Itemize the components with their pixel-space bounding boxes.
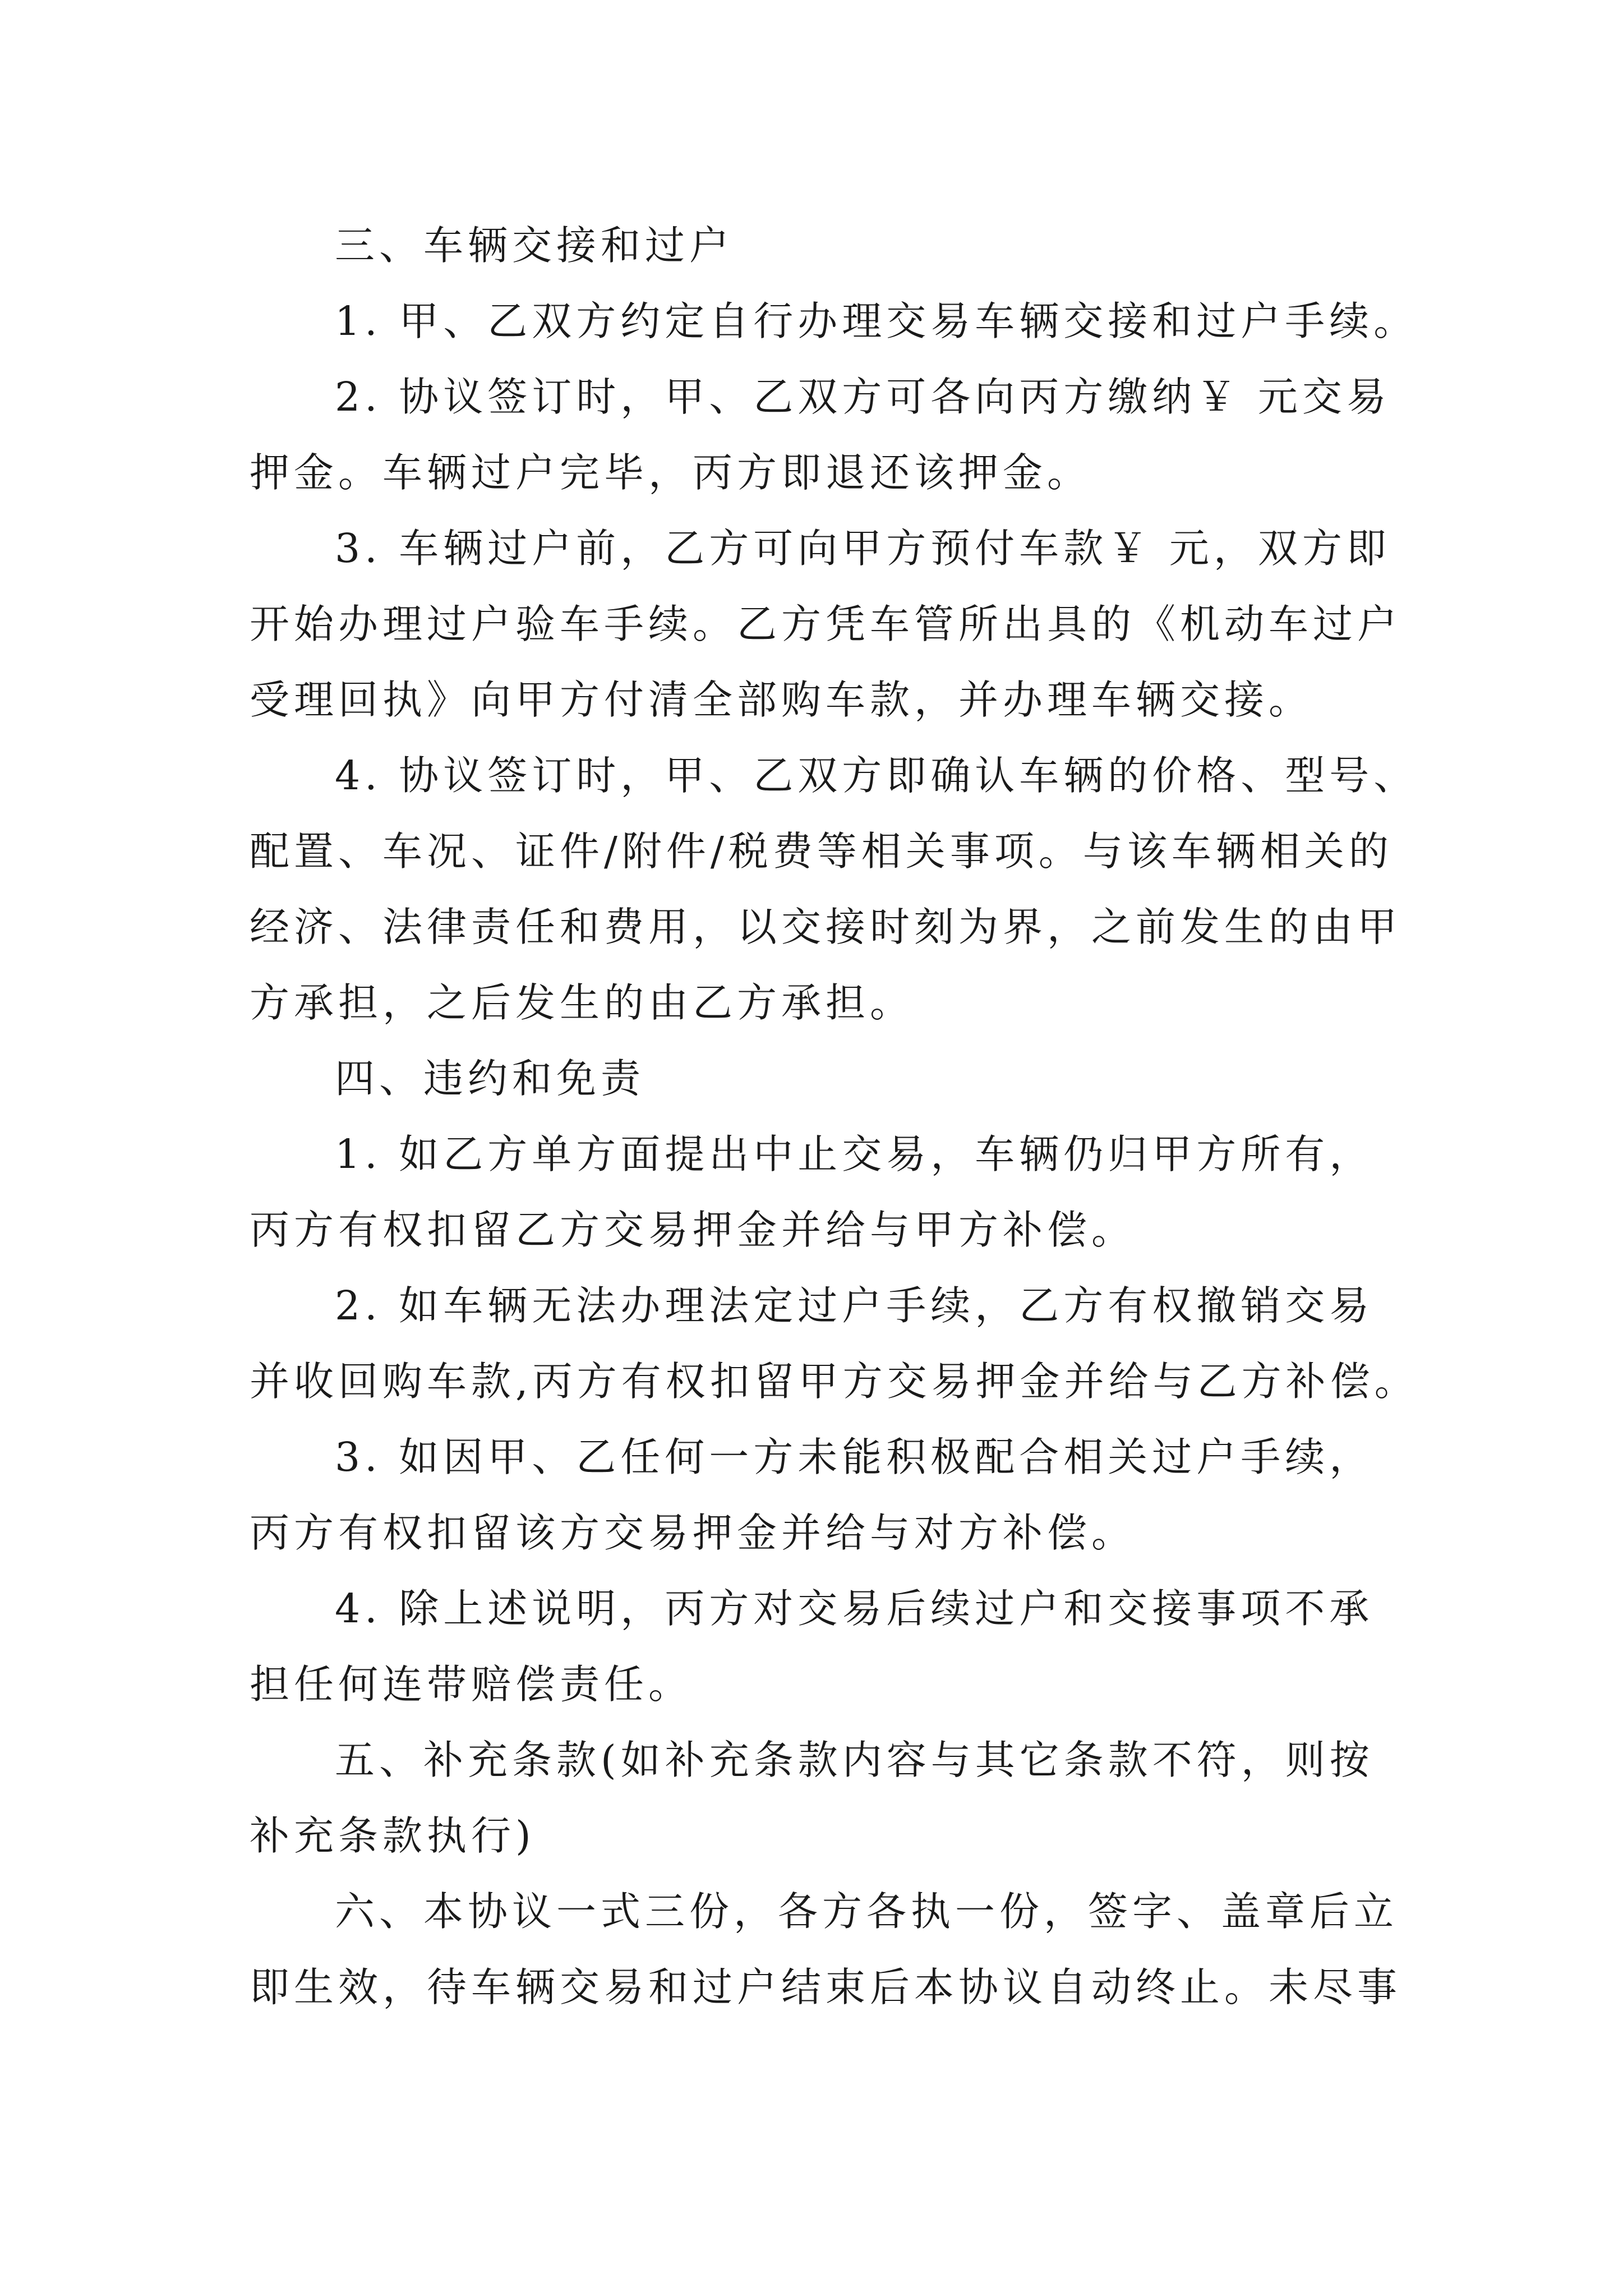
section-heading: 六、本协议一式三份，各方各执一份，签字、盖章后立	[335, 1888, 1399, 1935]
paragraph-line: 担任何连带赔偿责任。	[250, 1661, 693, 1708]
document-body	[250, 208, 1419, 2025]
paragraph-line: 配置、车况、证件/附件/税费等相关事项。与该车辆相关的	[250, 828, 1393, 875]
paragraph-line: 4. 除上述说明，丙方对交易后续过户和交接事项不承	[335, 1585, 1374, 1632]
paragraph-line: 丙方有权扣留乙方交易押金并给与甲方补偿。	[250, 1207, 1136, 1253]
section-heading: 四、违约和免责	[335, 1055, 645, 1102]
paragraph-line: 经济、法律责任和费用，以交接时刻为界，之前发生的由甲	[250, 904, 1402, 950]
paragraph-line: 3. 车辆过户前，乙方可向甲方预付车款￥ 元，双方即	[335, 525, 1391, 572]
paragraph-line: 2. 协议签订时，甲、乙双方可各向丙方缴纳￥ 元交易	[335, 374, 1391, 420]
paragraph-line: 1. 甲、乙双方约定自行办理交易车辆交接和过户手续。	[335, 298, 1418, 344]
paragraph-line: 1. 如乙方单方面提出中止交易，车辆仍归甲方所有，	[335, 1131, 1374, 1177]
section-heading: 五、补充条款(如补充条款内容与其它条款不符，则按	[335, 1737, 1374, 1783]
paragraph-line: 2. 如车辆无法办理法定过户手续，乙方有权撤销交易	[335, 1282, 1374, 1329]
paragraph-line: 方承担，之后发生的由乙方承担。	[250, 979, 915, 1026]
paragraph-line: 即生效，待车辆交易和过户结束后本协议自动终止。未尽事	[250, 1964, 1402, 2010]
paragraph-line: 补充条款执行)	[250, 1812, 536, 1859]
paragraph-line: 押金。车辆过户完毕，丙方即退还该押金。	[250, 449, 1092, 496]
paragraph-line: 丙方有权扣留该方交易押金并给与对方补偿。	[250, 1510, 1136, 1556]
paragraph-line: 开始办理过户验车手续。乙方凭车管所出具的《机动车过户	[250, 601, 1402, 647]
paragraph-line: 受理回执》向甲方付清全部购车款，并办理车辆交接。	[250, 677, 1313, 723]
section-heading: 三、车辆交接和过户	[335, 222, 734, 269]
paragraph-line: 4. 协议签订时，甲、乙双方即确认车辆的价格、型号、	[335, 752, 1418, 799]
paragraph-line: 3. 如因甲、乙任何一方未能积极配合相关过户手续，	[335, 1434, 1374, 1480]
paragraph-line: 并收回购车款,丙方有权扣留甲方交易押金并给与乙方补偿。	[250, 1358, 1419, 1405]
